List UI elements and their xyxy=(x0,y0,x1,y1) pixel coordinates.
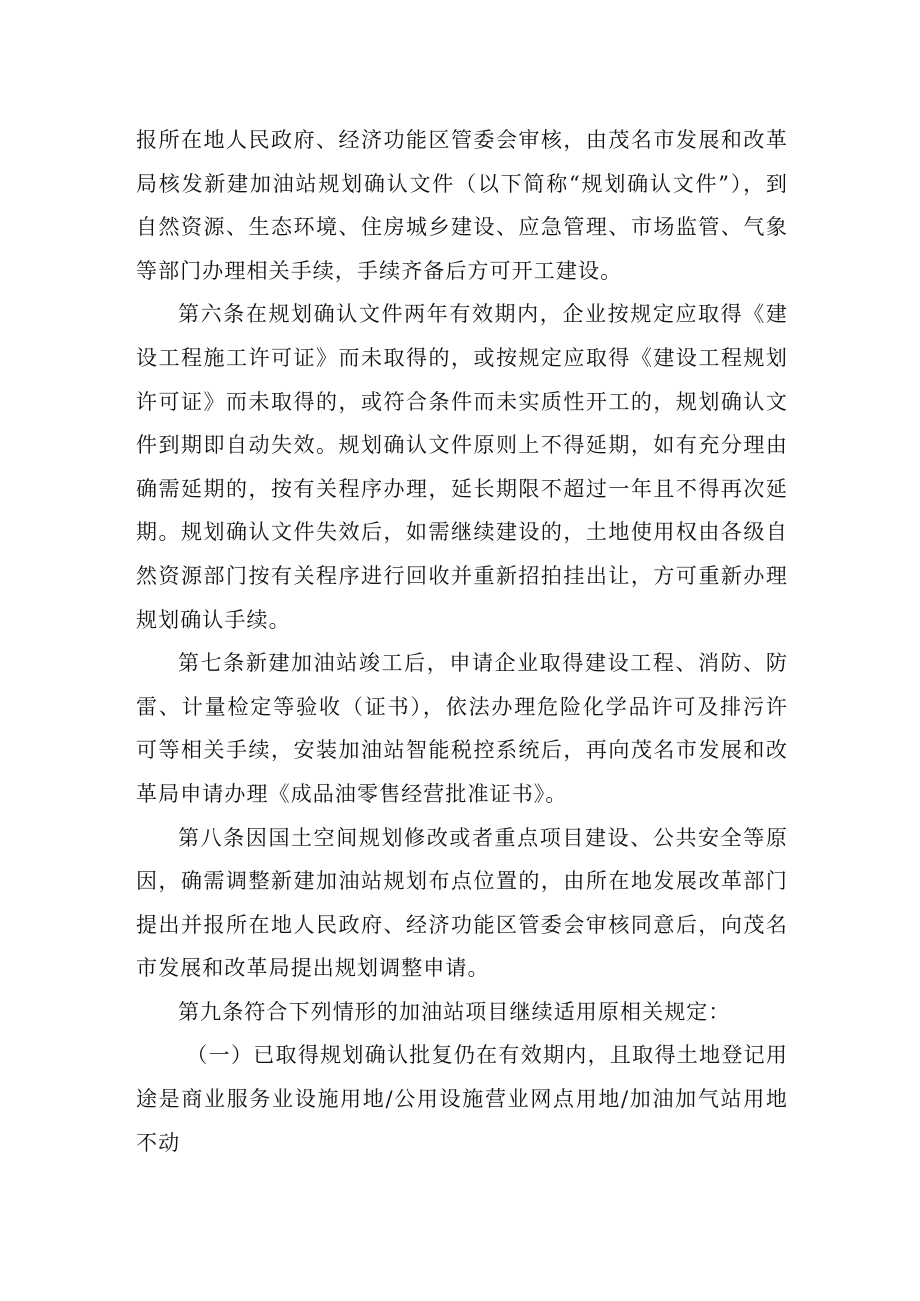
document-body xyxy=(136,119,788,1165)
paragraph-article-7: 第七条新建加油站竣工后，申请企业取得建设工程、消防、防雷、计量检定等验收（证书），依法办理危险化学品许可及排污许可等相关手续，安装加油站智能税控系统后，再向茂名市发展和改革局申请办理《成品油零售经营批准证书》。 xyxy=(136,651,788,806)
paragraph-continuation: 报所在地人民政府、经济功能区管委会审核，由茂名市发展和改革局核发新建加油站规划确认文件（以下简称“规划确认文件”），到自然资源、生态环境、住房城乡建设、应急管理、市场监管、气象等部门办理相关手续，手续齐备后方可开工建设。 xyxy=(136,128,789,283)
paragraph-article-9: 第九条符合下列情形的加油站项目继续适用原相关规定： xyxy=(178,999,731,1024)
paragraph-item-1: （一）已取得规划确认批复仍在有效期内，且取得土地登记用途是商业服务业设施用地/公用设施营业网点用地/加油加气站用地不动 xyxy=(136,1043,788,1155)
paragraph-article-6: 第六条在规划确认文件两年有效期内，企业按规定应取得《建设工程施工许可证》而未取得的，或按规定应取得《建设工程规划许可证》而未取得的，或符合条件而未实质性开工的，规划确认文件到期即自动失效。规划确认文件原则上不得延期，如有充分理由确需延期的，按有关程序办理，延长期限不超过一年且不得再次延期。规划确认文件失效后，如需继续建设的，土地使用权由各级自然资源部门按有关程序进行回收并重新招拍挂出让，方可重新办理规划确认手续。 xyxy=(136,302,788,632)
paragraph-article-8: 第八条因国土空间规划修改或者重点项目建设、公共安全等原因，确需调整新建加油站规划布点位置的，由所在地发展改革部门提出并报所在地人民政府、经济功能区管委会审核同意后，向茂名市发展和改革局提出规划调整申请。 xyxy=(136,825,788,981)
